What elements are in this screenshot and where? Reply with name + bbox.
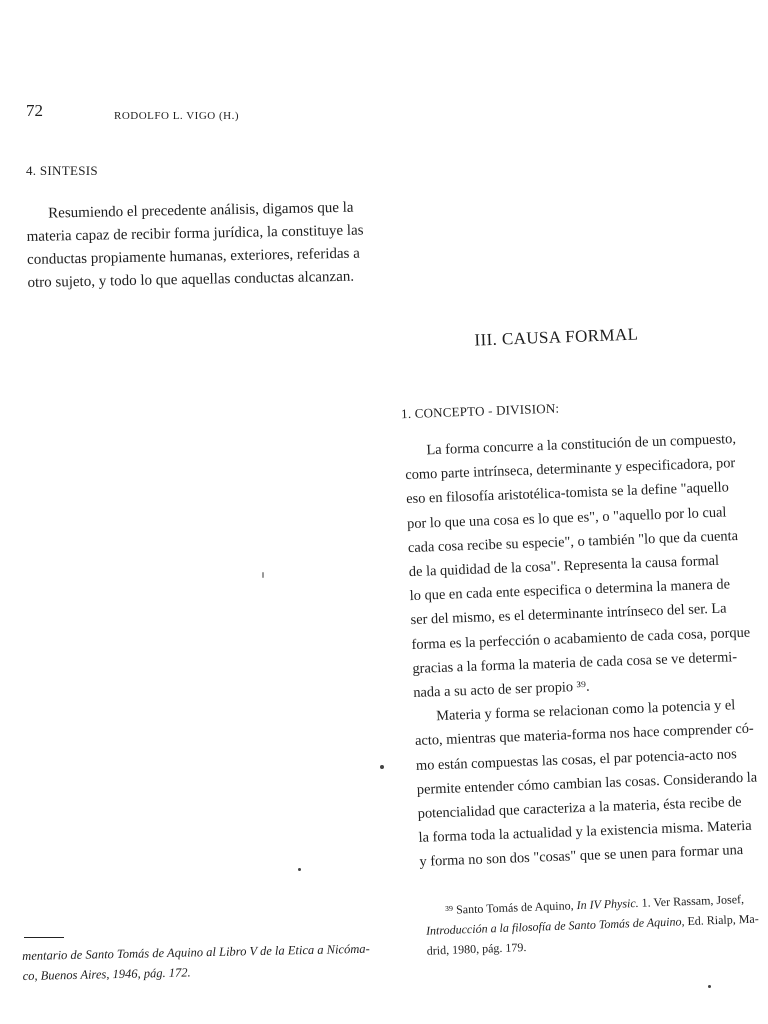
- body-line: potencialidad que caracteriza a la materia, ésta recibe de: [417, 794, 742, 822]
- footnote-line: drid, 1980, pág. 179.: [426, 940, 527, 958]
- body-line: forma es la perfección o acabamiento de cada cosa, porque: [411, 624, 751, 653]
- section-heading-concepto: 1. CONCEPTO - DIVISION:: [400, 400, 560, 422]
- body-line: lo que en cada ente especifica o determina la manera de: [409, 576, 731, 605]
- body-line: eso en filosofía aristotélica-tomista se la define "aquello: [405, 479, 730, 508]
- body-line: permite entender cómo cambian las cosas. Considerando la: [416, 769, 758, 798]
- body-line: Materia y forma se relacionan como la potencia y el: [435, 697, 736, 725]
- sintesis-paragraph: [26, 198, 364, 295]
- footnote-ref: 1. Ver Rassam, Josef,: [641, 892, 745, 910]
- scan-speck: [298, 868, 301, 871]
- scan-speck: [708, 985, 711, 988]
- scan-speck: [380, 765, 384, 769]
- running-head: RODOLFO L. VIGO (H.): [114, 110, 239, 122]
- body-text: [404, 428, 758, 874]
- paragraph-line: Resumiendo el precedente análisis, digamos que la: [48, 199, 354, 222]
- footnote-right: [425, 890, 759, 961]
- body-line: por lo que una cosa es lo que es", o "aquello por lo cual: [406, 504, 727, 532]
- footnote-line: mentario de Santo Tomás de Aquino al Libro V de la Etica a Nicóma-: [22, 941, 370, 963]
- footnote-left: [22, 940, 370, 986]
- footnote-author: Santo Tomás de Aquino,: [455, 898, 574, 917]
- body-line: acto, mientras que materia-forma nos hace comprender có-: [414, 721, 754, 750]
- footnote-marker: ³⁹: [445, 902, 454, 917]
- footnote-line: co, Buenos Aires, 1946, pág. 172.: [22, 965, 191, 983]
- footnote-work: In IV Physic.: [576, 895, 639, 913]
- right-column: [380, 318, 759, 958]
- footnote-rule: [24, 937, 64, 938]
- footnote-title: Introducción a la filosofía de Santo Tomás de Aquino,: [425, 914, 685, 938]
- paragraph-line: conductas propiamente humanas, exteriores, referidas a: [26, 245, 360, 268]
- body-line: como parte intrínseca, determinante y especificadora, por: [405, 455, 736, 484]
- page-number: 72: [26, 101, 43, 120]
- body-line: la forma toda la actualidad y la existencia misma. Materia: [418, 817, 752, 847]
- body-line: mo están compuestas las cosas, el par potencia-acto nos: [415, 745, 737, 774]
- body-line: La forma concurre a la constitución de un compuesto,: [426, 431, 737, 459]
- body-line: ser del mismo, es el determinante intrínseco del ser. La: [410, 600, 727, 629]
- chapter-title: III. CAUSA FORMAL: [474, 324, 639, 350]
- body-line: nada a su acto de ser propio ³⁹.: [413, 678, 590, 702]
- body-line: de la quididad de la cosa". Representa la causa formal: [408, 552, 720, 581]
- body-line: cada cosa recibe su especie", o también "lo que da cuenta: [407, 527, 739, 556]
- footnote-publisher: Ed. Rialp, Ma-: [687, 911, 759, 929]
- body-line: y forma no son dos "cosas" que se unen para formar una: [419, 842, 744, 871]
- body-line: gracias a la forma la materia de cada cosa se ve determi-: [412, 648, 738, 677]
- paragraph-line: materia capaz de recibir forma jurídica, la constituye las: [26, 222, 364, 245]
- section-heading-sintesis: 4. SINTESIS: [26, 163, 98, 178]
- paragraph-line: otro sujeto, y todo lo que aquellas conductas alcanzan.: [27, 268, 355, 291]
- scan-speck: [262, 572, 264, 578]
